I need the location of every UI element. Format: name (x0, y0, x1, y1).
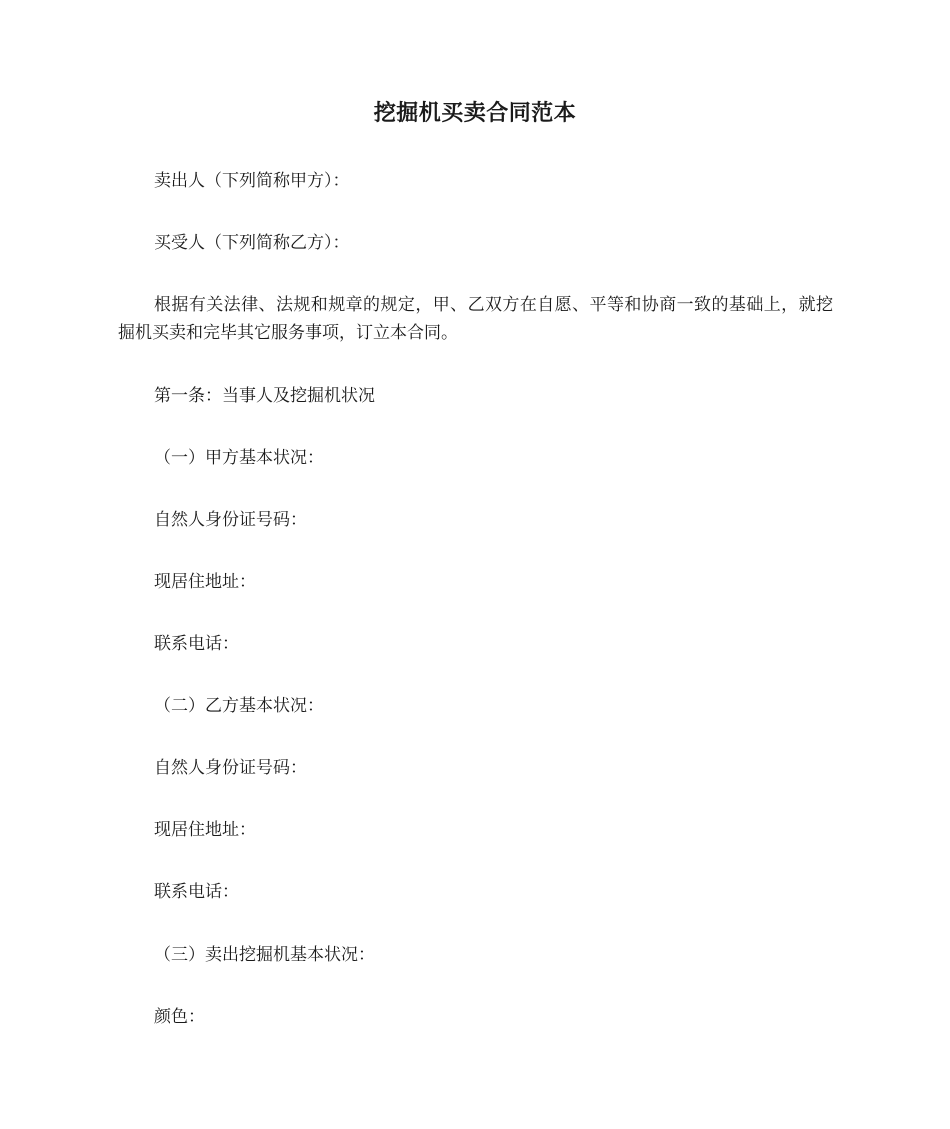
party-b-phone-line: 联系电话： (154, 882, 239, 902)
party-a-id-line: 自然人身份证号码： (154, 510, 307, 530)
party-a-address-line: 现居住地址： (154, 572, 256, 592)
preamble-paragraph: 根据有关法律、法规和规章的规定，甲、乙双方在自愿、平等和协商一致的基础上，就挖掘机买卖和完毕其它服务事项，订立本合同。 (118, 295, 833, 343)
article-one-heading: 第一条：当事人及挖掘机状况 (154, 386, 375, 406)
buyer-line: 买受人（下列简称乙方）： (154, 233, 350, 253)
party-a-section-heading: （一）甲方基本状况： (154, 448, 324, 468)
seller-line: 卖出人（下列简称甲方）： (154, 171, 350, 191)
party-b-address-line: 现居住地址： (154, 820, 256, 840)
color-line: 颜色： (154, 1007, 205, 1027)
party-b-id-line: 自然人身份证号码： (154, 758, 307, 778)
party-a-phone-line: 联系电话： (154, 634, 239, 654)
party-b-section-heading: （二）乙方基本状况： (154, 696, 324, 716)
document-title: 挖掘机买卖合同范本 (373, 101, 577, 126)
excavator-section-heading: （三）卖出挖掘机基本状况： (154, 945, 375, 965)
